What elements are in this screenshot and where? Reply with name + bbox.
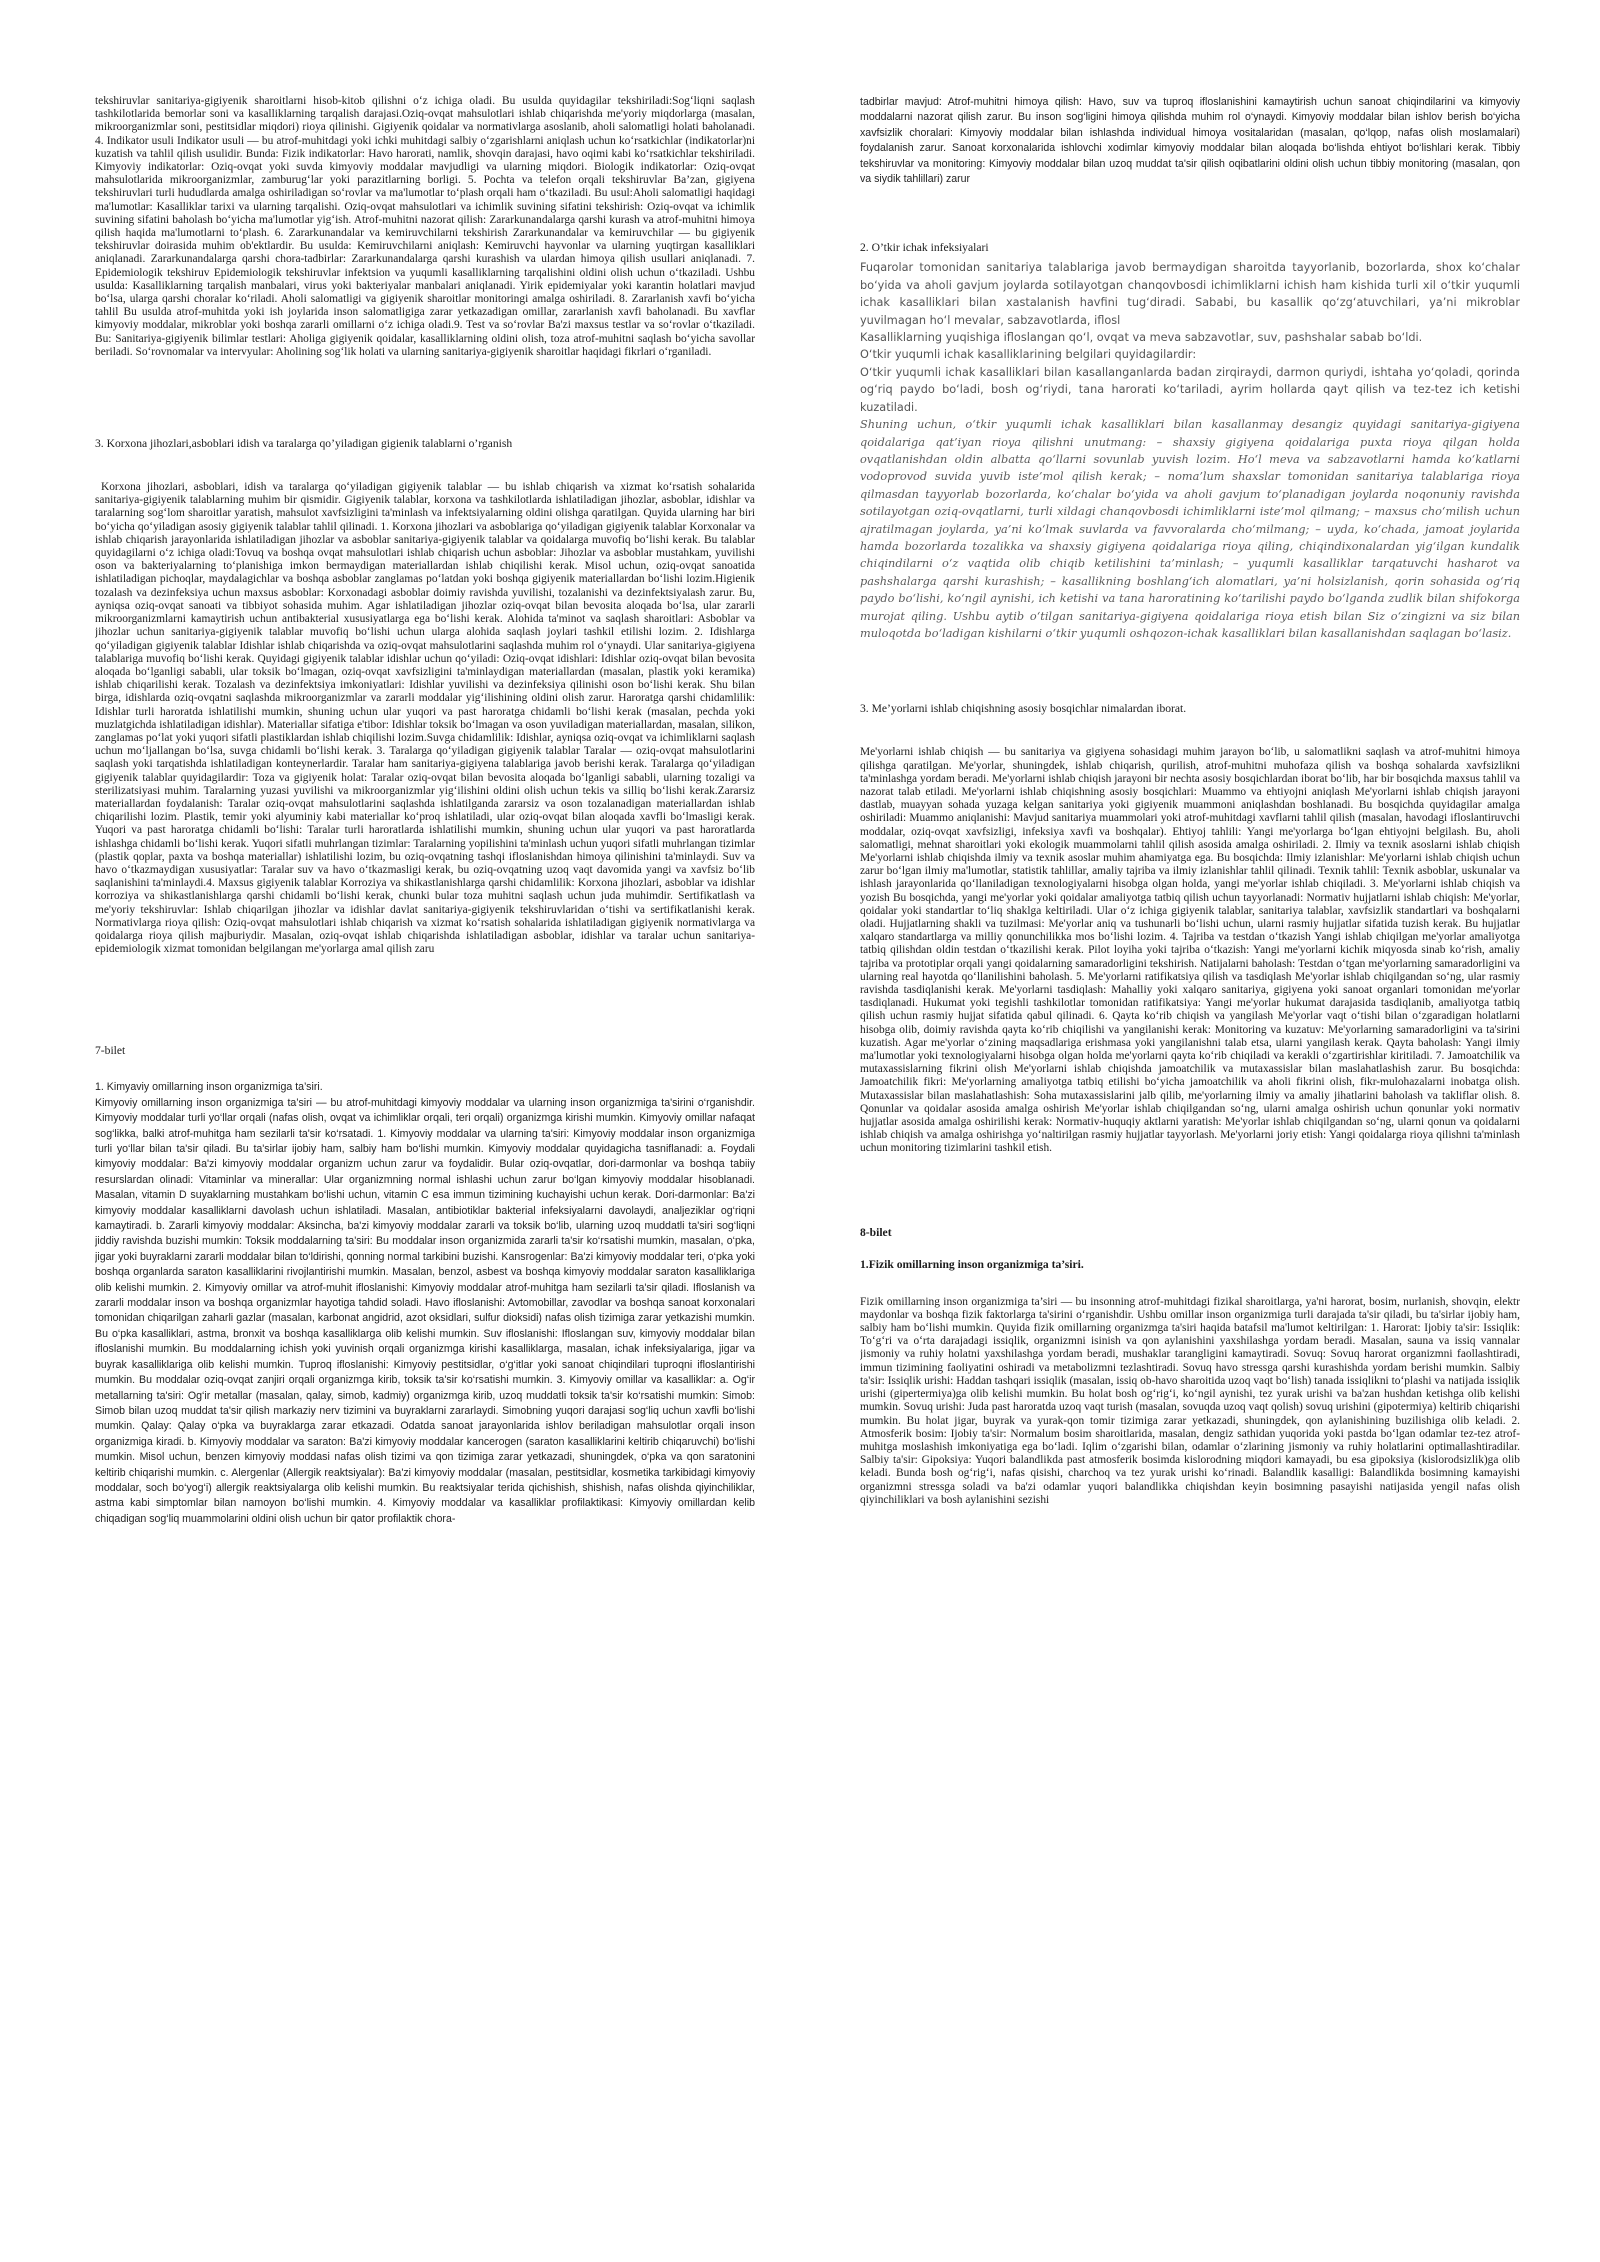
symptoms-paragraph: O‘tkir yuqumli ichak kasalliklari bilan kasallanganlarda badan zirqiraydi, darmon quriydi, ishtaha yo‘qoladi, qorinda og‘riq paydo bo‘ladi, bosh og‘riydi, tana harorati ko‘tariladi, ayrim hollarda qayt qilish va tez-tez ich ketishi kuzatiladi. [860,365,1520,414]
inspection-methods-paragraph: tekshiruvlar sanitariya-gigiyenik sharoitlarni hisob-kitob qilishni o‘z ichiga oladi. Bu usulda quyidagilar tekshiriladi:Sog‘liqni saqlash tashkilotlarida bemorlar soni va kasalliklarning tarqalish darajasi.Oziq-ovqat mahsulotlari ishlab chiqarishda me'yoriy miqdorlarga (masalan, mikroorganizmlar soni, pestitsidlar miqdori) rioya qilinishi. Gigiyenik qoidalar va normativlarga asoslanib, aholi salomatligi holati baholanadi. 4. Indikator usuli Indikator usuli — bu atrof-muhitdagi yoki ichki muhitdagi salbiy o‘zgarishlarni aniqlash uchun ko‘rsatkichlar (indikatorlar)ni kuzatish va tahlil qilish usulidir. Bunda: Fizik indikatorlar: Havo harorati, namlik, shovqin darajasi, havo oqimi kabi ko‘rsatkichlar tekshiriladi. Kimyoviy indikatorlar: Oziq-ovqat yoki suvda kimyoviy moddalar mavjudligi va ularning miqdori. Biologik indikatorlar: Oziq-ovqat mahsulotlarida mikroorganizmlar, zamburug‘lar yoki parazitlarning borligi. 5. Pochta va telefon orqali tekshiruvlar Ba’zan, gigiyena tekshiruvlari turli hududlarda amalga oshiriladigan so‘rovlar va ma'lumotlar to‘plash orqali ham o‘tkaziladi. Bu usul:Aholi salomatligi haqidagi ma'lumotlar: Kasalliklar tarixi va ularning tarqalishi. Oziq-ovqat mahsulotlari va ichimlik suvining sifatini tekshirish: Oziq-ovqat va ichimlik suvining sifatini baholash bo‘yicha ma'lumotlar yig‘ish. Atrof-muhitni nazorat qilish: Zararkunandalarga qarshi kurash va atrof-muhitni himoya qilish haqida ma'lumotlarni to‘plash. 6. Zararkunandalar va kemiruvchilarni tekshirish Zararkunandalar va kemiruvchilar — bu gigiyenik tekshiruvlar doirasida muhim ob'ektlardir. Bu usulda: Kemiruvchilarni aniqlash: Kemiruvchi hayvonlar va ularning yuqtirgan kasalliklari aniqlanadi. Zararkunandalarga qarshi chora-tadbirlar: Zararkunandalarga qarshi kurashish va ulardan himoya qilish usullari aniqlanadi. 7. Epidemiologik tekshiruv Epidemiologik tekshiruvlar infektsion va yuqumli kasalliklarning tarqalishini oldini olish uchun o‘tkaziladi. Ushbu usulda: Kasalliklarning tarqalish manbalari, virus yoki bakteriyalar manbalari aniqlanadi. Yirik epidemiyalar yoki karantin holatlari mavjud bo‘lsa, ularga qarshi choralar ko‘riladi. Aholi salomatligi va gigiyenik sharoitlar monitoringi amalga oshiriladi. 8. Zararlanish xavfi bo‘yicha tahlil Bu usulda atrof-muhitda yoki ish joylarida inson salomatligiga zarar yetkazadigan omillar, zararlanish xavfi baholanadi. Bu xavflar kimyoviy moddalar, mikroblar yoki boshqa zararli omillarni o‘z ichiga oladi.9. Test va so‘rovlar Ba'zi maxsus testlar va so‘rovlar o‘tkaziladi. Bu: Sanitariya-gigiyenik bilimlar testlari: Aholiga gigiyenik qoidalar, kasalliklarning oldini olish, toza atrof-muhitni saqlash bo‘yicha savollar beriladi. So‘rovnomalar va intervyular: Aholining sog‘lik holati va ularning sanitariya-gigiyenik sharoitlar haqidagi fikrlari o‘rganiladi. [95,95,755,358]
question-1-chemical-heading: 1. Kimyaviy omillarning inson organizmiga ta’siri. [95,1081,323,1094]
ticket-8-label: 8-bilet [860,1225,892,1239]
symptoms-intro: O‘tkir yuqumli ichak kasalliklarining belgilari quyidagilardir: [860,348,1197,362]
norm-development-paragraph: Me'yorlarni ishlab chiqish — bu sanitariya va gigiyena sohasidagi muhim jarayon bo‘lib, u salomatlikni saqlash va atrof-muhitni himoya qilishga qaratilgan. Me'yorlar, shuningdek, ishlab chiqarish, qurilish, atrof-muhitni muhofaza qilish va boshqa sohalarda xavfsizlikni ta'minlashga yordam beradi. Me'yorlarni ishlab chiqish jarayoni bir nechta asosiy bosqichlardan iborat bo‘lib, har bir bosqichda maxsus tahlil va nazorat talab etiladi. Me'yorlarni ishlab chiqishning asosiy bosqichlari: Muammo va ehtiyojni aniqlash Me'yorlarni ishlab chiqish jarayoni dastlab, muayyan sohada yuzaga kelgan sanitariya yoki gigiyenik muammoni aniqlashdan boshlanadi. Bu bosqichda quyidagilar amalga oshiriladi: Muammo aniqlanishi: Mavjud sanitariya muammolari yoki atrof-muhitdagi xavflarni tahlil qilish (masalan, havodagi ifloslantiruvchi moddalar, oziq-ovqat xavfsizligi, infeksiya xavfi va boshqalar). Ehtiyoj tahlili: Yangi me'yorlarga bo‘lgan ehtiyojni belgilash. Bu, aholi salomatligi, mehnat sharoitlari yoki ekologik muammolarni tahlil qilish asosida amalga oshiriladi. 2. Ilmiy va texnik asoslarni ishlab chiqish Me'yorlarni ishlab chiqishda ilmiy va texnik asoslar muhim ahamiyatga ega. Bu bosqichda: Ilmiy izlanishlar: Me'yorlarni ishlab chiqish uchun zarur bo‘lgan ilmiy ma'lumotlar, statistik tahlillar, amaliy tajriba va ilmiy izlanishlar tahlil qilinadi. Texnik tahlil: Texnik asboblar, uskunalar va ishlash jarayonlarida qo‘llaniladigan texnologiyalarni hisobga olgan holda, yangi me'yorlar ishlab chiqiladi. 3. Me'yorlarni ishlab chiqish va yozish Bu bosqichda, yangi me'yorlar yoki qoidalar amaliyotga tatbiq qilish uchun tayyorlanadi: Normativ hujjatlarni ishlab chiqish: Me'yorlar, qoidalar yoki standartlar to‘liq shaklga keltiriladi. Ular o‘z ichiga gigiyenik talablar, sanitariya talablar, xavfsizlik standartlari va boshqalarni oladi. Hujjatlarning shakli va tuzilmasi: Me'yorlar aniq va tushunarli bo‘lishi uchun, ularni rasmiy hujjatlar sifatida tuzish kerak. Bu hujjatlar xalqaro standartlarga va milliy qonunchilikka mos bo‘lishi lozim. 4. Tajriba va testdan o‘tkazish Yangi ishlab chiqilgan me'yorlar amaliyotga tatbiq qilishdan oldin testdan o‘tkazilishi kerak. Pilot loyiha yoki tajriba o‘tkazish: Yangi me'yorlarni kichik miqyosda sinab ko‘rish, amaliy tajriba va prototiplar orqali yangi qoidalarning samaradorligini tekshirish. Natijalarni baholash: Testdan o‘tgan me'yorlarning samaradorligini va ularning real hayotda qo‘llanilishini baholash. 5. Me'yorlarni ratifikatsiya qilish va tasdiqlash Me'yorlar ishlab chiqilgandan so‘ng, ular rasmiy ravishda tasdiqlanishi kerak. Me'yorlarni tasdiqlash: Mahalliy yoki xalqaro sanitariya, gigiyena yoki sanoat organlari tomonidan me'yorlar tasdiqlanadi. Hukumat yoki tegishli tashkilotlar tomonidan ratifikatsiya: Yangi me'yorlar hukumat darajasida tasdiqlanib, amaliyotga tatbiq qilish uchun rasmiy hujjat sifatida qabul qilinadi. 6. Qayta ko‘rib chiqish va yangilash Me'yorlar vaqt o‘tishi bilan o‘zgaradigan holatlarni hisobga olib, doimiy ravishda qayta ko‘rib chiqilishi va yangilanishi kerak: Monitoring va kuzatuv: Me'yorlarning samaradorligini va ta'sirini kuzatish. Agar me'yorlar o‘zining maqsadlariga erishmasa yoki yangilanishni talab etsa, ularni yangilash kerak. Qayta baholash: Yangi ilmiy ma'lumotlar yoki texnologiyalarni hisobga olgan holda me'yorlarni qayta ko‘rib chiqiladi va kerakli o‘zgartirishlar kiritiladi. 7. Jamoatchilik va mutaxassislarning fikrini olish Me'yorlarni ishlab chiqishda jamoatchilik va mutaxassislar bilan maslahatlashish zarur. Bu bosqichda: Jamoatchilik fikri: Me'yorlarning amaliyotga tatbiq etilishi bo‘yicha jamoatchilik va aholi fikrini olish, fikr-mulohazalarni inobatga olish. Mutaxassislar bilan maslahatlashish: Soha mutaxassislarini jalb qilib, me'yorlarning ilmiy va amaliy jihatlarini baholash va takliflar olish. 8. Qonunlar va qoidalar asosida amalga oshirish Me'yorlar ishlab chiqilgandan so‘ng, ularni amalga oshirish uchun qonunlar yoki normativ hujjatlar asosida amalga oshirilishi kerak: Normativ-huquqiy aktlarni yaratish: Me'yorlar ishlab chiqilgandan so‘ng, ularni qonun va qoidalarni ishlab chiqish va amalga oshirishga yo‘naltirilgan rasmiy hujjatlar tayyorlash. Me'yorlarni joriy etish: Yangi qoidalarga rioya qilishni ta'minlash uchun monitoring tizimlarini tashkil etish. [860,746,1520,1155]
question-3-norms-heading: 3. Me’yorlarni ishlab chiqishning asosiy bosqichlar nimalardan iborat. [860,702,1187,716]
left-column [95,95,755,2215]
question-2-intestinal-heading: 2. O’tkir ichak infeksiyalari [860,241,989,255]
chemical-factors-paragraph: Kimyoviy omillarning inson organizmiga ta’siri — bu atrof-muhitdagi kimyoviy moddalar va ularning inson organizmiga ta'sirini o‘rganishdir. Kimyoviy moddalar turli yo‘llar orqali (nafas olish, ovqat va ichimliklar orqali, teri orqali) organizmga kirishi mumkin. Kimyoviy omillar nafaqat sog‘likka, balki atrof-muhitga ham sezilarli ta'sir ko‘rsatadi. 1. Kimyoviy moddalar va ularning ta'siri: Kimyoviy moddalar inson organizmiga turli yo‘llar bilan ta'sir qiladi. Bu ta'sirlar ijobiy ham, salbiy ham bo‘lishi mumkin. Kimyoviy moddalar quyidagicha tasniflanadi: a. Foydali kimyoviy moddalar: Ba'zi kimyoviy moddalar organizm uchun zarur va foydalidir. Bular oziq-ovqatlar, dori-darmonlar va boshqa tabiiy resurslardan olinadi: Vitaminlar va minerallar: Ular organizmning normal ishlashi uchun zarur bo‘lgan kimyoviy moddalar hisoblanadi. Masalan, vitamin D suyaklarning mustahkam bo‘lishi uchun, vitamin C esa immun tizimining kuchayishi uchun kerak. Dori-darmonlar: Ba'zi kimyoviy moddalar kasalliklarni davolash uchun ishlatiladi. Masalan, antibiotiklar bakterial infeksiyalarni davolaydi, analjeziklar og‘riqni kamaytiradi. b. Zararli kimyoviy moddalar: Aksincha, ba'zi kimyoviy moddalar zararli va toksik bo‘lib, ularning uzoq muddatli ta'siri sog‘liqni jiddiy ravishda buzishi mumkin: Toksik moddalarning ta'siri: Bu moddalar inson organizmida zararli ta'sir ko‘rsatishi mumkin, masalan, o‘pka, jigar yoki buyraklarni zararli moddalar bilan to‘ldirishi, qonning normal tarkibini buzishi. Kansrogenlar: Ba'zi kimyoviy moddalar teri, o‘pka yoki boshqa organlarda saraton kasalliklarini rivojlantirishi mumkin. Masalan, benzol, asbest va boshqa kimyoviy moddalar saraton kasalliklariga olib kelishi mumkin. 2. Kimyoviy omillar va atrof-muhit ifloslanishi: Kimyoviy moddalar atrof-muhitga ham sezilarli ta'sir qiladi. Ifloslanish va zararli moddalar inson va boshqa organizmlar hayotiga tahdid soladi. Havo ifloslanishi: Avtomobillar, zavodlar va boshqa sanoat korxonalari tomonidan chiqarilgan zaharli gazlar (masalan, karbonat angidrid, azot oksidlari, sulfur dioksidi) nafas olish tizimiga zarar yetkazishi mumkin. Bu o‘pka kasalliklari, astma, bronxit va boshqa kasalliklarga olib kelishi mumkin. Suv ifloslanishi: Ifloslangan suv, kimyoviy moddalar bilan ifloslanishi mumkin. Bu moddalarning ichish yoki yuvinish orqali organizmga kirishi kasalliklarga, masalan, ichak infeksiyalariga, jigar va buyrak kasalliklariga olib kelishi mumkin. Tuproq ifloslanishi: Kimyoviy pestitsidlar, o‘g‘itlar yoki sanoat chiqindilari tuproqni ifloslantirishi mumkin. Bu moddalar oziq-ovqat zanjiri orqali organizmga kirib, toksik ta'sir ko‘rsatishi mumkin. 3. Kimyoviy omillar va kasalliklar: a. Og‘ir metallarning ta'siri: Og‘ir metallar (masalan, qalay, simob, kadmiy) organizmga kirib, uzoq muddatli toksik ta'sir ko‘rsatishi mumkin: Simob: Simob bilan uzoq muddat ta'sir qilish markaziy nerv tizimini va buyraklarni zararlaydi. Simobning yuqori darajasi sog‘liq uchun xavfli bo‘lishi mumkin. Qalay: Qalay o‘pka va buyraklarga zarar etkazadi. Odatda sanoat jarayonlarida ishlov beriladigan mahsulotlar orqali inson organizmiga kiradi. b. Kimyoviy moddalar va saraton: Ba'zi kimyoviy moddalar kancerogen (saraton kasalliklarini keltirib chiqaruvchi) bo‘lishi mumkin. Misol uchun, benzen kimyoviy moddasi nafas olish tizimi va qon tizimiga zarar yetkazadi, shuningdek, o‘pka va qon saratonini keltirib chiqarishi mumkin. c. Alergenlar (Allergik reaktsiyalar): Ba'zi kimyoviy moddalar (masalan, pestitsidlar, kosmetika tarkibidagi kimyoviy moddalar, soch bo‘yog‘i) allergik reaktsiyalarga olib kelishi mumkin. Bu reaktsiyalar terida qichishish, shishish, nafas olishda qiyinchiliklar, astma kabi simptomlar bilan namoyon bo‘lishi mumkin. 4. Kimyoviy moddalar va kasalliklar profilaktikasi: Kimyoviy omillardan kelib chiqadigan sog‘liq muammolarini oldini olish uchun bir qator profilaktik chora- [95,1096,755,1525]
physical-factors-paragraph: Fizik omillarning inson organizmiga ta’siri — bu insonning atrof-muhitdagi fizikal sharoitlarga, ya'ni harorat, bosim, nurlanish, shovqin, elektr maydonlar va boshqa fizik faktorlarga ta'sirini o‘rganishdir. Ushbu omillar inson organizmiga turli darajada ta'sir qiladi, bu ta'sirlar ijobiy ham, salbiy ham bo‘lishi mumkin. Quyida fizik omillarning organizmga ta'siri haqida batafsil ma'lumot keltirilgan: 1. Harorat: Ijobiy ta'sir: Issiqlik: To‘g‘ri va o‘rta darajadagi issiqlik, organizmni isinish va qon aylanishini yaxshilashga yordam beradi. Masalan, sauna va issiq vannalar jismoniy va ruhiy holatni yaxshilashga yordam beradi, mushaklar tarangligini kamaytiradi. Sovuq: Sovuq harorat organizmni faollashtiradi, immun tizimining faoliyatini oshiradi va metabolizmni tezlashtiradi. Sovuq havo stressga qarshi kurashishda yordam berishi mumkin. Salbiy ta'sir: Issiqlik urishi: Haddan tashqari issiqlik (masalan, issiq ob-havo sharoitida uzoq vaqt bo‘lish) tanada issiqlikni to‘plashi va natijada issiqlik urishi (gipertermiya)ga olib kelishi mumkin. Bu holat bosh og‘rig‘i, ko‘ngil aynishi, tez yurak urishi va ba'zan hushdan ketishga olib kelishi mumkin. Sovuq urishi: Juda past haroratda uzoq vaqt turish (masalan, sovuqda uzoq vaqt qolish) sovuq urishini (gipotermiya) keltirib chiqarishi mumkin. Bu holat jigar, buyrak va yurak-qon tomir tizimiga zarar yetkazadi, shuningdek, qon aylanishining buzilishiga olib keladi. 2. Atmosferik bosim: Ijobiy ta'sir: Normalum bosim sharoitlarida, masalan, dengiz sathidan yuqorida yoki pastda bo‘lgan odamlar tez-tez atrof-muhitga moslashish imkoniyatiga ega bo‘ladi. Iqlim o‘zgarishi bilan, odamlar o‘zlarining jismoniy va ruhiy holatlarini optimallashtiradilar. Salbiy ta'sir: Gipoksiya: Yuqori balandlikda past atmosferik bosimda kislorodning miqdori kamayadi, bu esa gipoksiya (kislorodsizlik)ga olib keladi. Bunda bosh og‘rig‘i, nafas qisishi, charchoq va tez yurak urishi ko‘rinadi. Balandlik kasalligi: Balandlikda bosimning kamayishi organizmni stressga soladi va ba'zi odamlar yuqori balandlikka chiqishdan keyin bosimning pasayishi natijasida yengil nafas olish qiyinchiliklari va bosh aylanishini sezishi [860,1295,1520,1506]
hygiene-rules-paragraph: Shuning uchun, o‘tkir yuqumli ichak kasalliklari bilan kasallanmay desangiz quyidagi sanitariya-gigiyena qoidalariga qat’iyan rioya qilishni unutmang: – shaxsiy gigiyena qoidalariga puxta rioya qilgan holda ovqatlanishdan oldin albatta qo‘llarni sovunlab yuvish lozim. Ho‘l meva va sabzavotlarni hamda ko‘katlarni vodoprovod suvida yuvib iste’mol qilish kerak; – noma’lum shaxslar tomonidan sanitariya talablariga rioya qilmasdan tayyorlab bozorlarda, ko‘chalar bo‘yida va aholi gavjum to‘planadigan joylarda noqonuniy ravishda sotilayotgan oziq-ovqatlarni, turli xildagi chanqovbosdi ichimliklarni iste’mol qilmang; – maxsus cho‘milish uchun ajratilmagan joylarda, ya’ni ko‘lmak suvlarda va favvoralarda cho‘milmang; – uyda, ko‘chada, jamoat joylarida hamda bozorlarda tozalikka va shaxsiy gigiyena qoidalariga rioya qiling, chiqindixonalardan yig‘ilgan kundalik chiqindilarni o‘z vaqtida olib chiqib ketilishini ta’minlash; – yuqumli kasalliklar tarqatuvchi hasharot va pashshalarga qarshi kurashish; – kasallikning boshlang‘ich alomatlari, ya’ni holsizlanish, qorin sohasida og‘riq paydo bo‘lishi, ko‘ngil aynishi, ich ketishi va tana haroratining ko‘tarilishi paydo bo‘lganda zudlik bilan shifokorga murojat qiling. Ushbu aytib o‘tilgan sanitariya-gigiyena qoidalariga rioya etish bilan Siz o‘zingizni va siz bilan muloqotda bo‘ladigan kishilarni o‘tkir yuqumli oshqozon-ichak kasalliklari bilan kasallanishdan saqlagan bo‘lasiz. [860,418,1520,640]
equipment-requirements-paragraph: Korxona jihozlari, asboblari, idish va taralarga qo‘yiladigan gigiyenik talablar — bu ishlab chiqarish va xizmat ko‘rsatish sohalarida sanitariya-gigiyenik talablarning muhim bir qismidir. Gigiyenik talablar, korxona va tashkilotlarda ishlatiladigan jihozlar, asboblar, idishlar va taralarning sog‘lom sharoitlar yaratish, mahsulot xavfsizligini ta'minlash va infektsiyalarning oldini olishga qaratilgan. Quyida ularning har biri bo‘yicha qo‘yiladigan asosiy gigiyenik talablar tahlil qilinadi. 1. Korxona jihozlari va asboblariga qo‘yiladigan gigiyenik talablar Korxonalar va ishlab chiqarish jarayonlarida ishlatiladigan jihozlar va asboblar sanitariya-gigiyenik talablar va qoidalarga muvofiq bo‘lishi kerak. Bu talablar quyidagilarni o‘z ichiga oladi:Tovuq va boshqa ovqat mahsulotlari ishlab chiqarish uchun asboblar: Jihozlar va asboblar mustahkam, yuvilishi oson va bakteriyalarning to‘planishiga imkon bermaydigan materiallardan ishlab chiqilishi kerak. Misol uchun, oziq-ovqat sanoatida ishlatiladigan pichoqlar, maydalagichlar va boshqa asboblar zanglamas po‘latdan yoki boshqa gigiyenik materiallardan bo‘lishi lozim.Higienik tozalash va dezinfeksiya uchun maxsus asboblar: Korxonadagi asboblar doimiy ravishda yuvilishi, tozalanishi va dezinfektsiyalash zarur. Bu, ayniqsa oziq-ovqat sanoati va tibbiyot sohasida muhim. Agar ishlatiladigan jihozlar oziq-ovqat bilan bevosita aloqada bo‘lsa, ular zararli mikroorganizmlarni kamaytirish uchun antibakterial xususiyatlarga ega bo‘lishi kerak. Alohida ta'minot va saqlash sharoitlari: Asboblar va jihozlar uchun sanitariya-gigiyenik talablar muvofiq bo‘lishi uchun ularga alohida saqlash joylari tashkil etilishi lozim. 2. Idishlarga qo‘yiladigan gigiyenik talablar Idishlar ishlab chiqarishda va oziq-ovqat mahsulotlarini saqlashda muhim rol o‘ynaydi. Ular sanitariya-gigiyena talablariga muvofiq bo‘lishi kerak. Quyidagi gigiyenik talablar idishlar uchun qo‘yiladi: Oziq-ovqat idishlari: Idishlar oziq-ovqat bilan bevosita aloqada bo‘lganligi sababli, ular toksik bo‘lmagan, oziq-ovqat xavfsizligini ta'minlaydigan materiallardan (masalan, plastik yoki keramika) ishlab chiqarilishi kerak. Tozalash va dezinfektsiya imkoniyatlari: Idishlar yuvilishi va dezinfeksiya qilinishi oson bo‘lishi kerak. Shu bilan birga, idishlarda oziq-ovqatni saqlashda mikroorganizmlar va zararli moddalar yig‘ilishining oldini olish zarur. Haroratga qarshi chidamlilik: Idishlar turli haroratda ishlatilishi mumkin, shuning uchun ular yuqori va past haroratga chidamli bo‘lishi kerak (masalan, pechda yoki muzlatgichda ishlatiladigan idishlar). Materiallar sifatiga e'tibor: Idishlar toksik bo‘lmagan va oson yuviladigan materiallardan, masalan, silikon, zanglamas po‘lat yoki yuqori sifatli plastiklardan ishlab chiqilishi lozim.Suvga chidamlilik: Idishlar, ayniqsa oziq-ovqat va ichimliklarni saqlash uchun mo‘ljallangan bo‘lsa, suvga chidamli bo‘lishi kerak. 3. Taralarga qo‘yiladigan gigiyenik talablar Taralar — oziq-ovqat mahsulotlarini saqlash yoki tarqatishda ishlatiladigan konteynerlardir. Taralar ham sanitariya-gigiyena talablariga javob berishi kerak. Taralarga qo‘yiladigan gigiyenik talablar quyidagilardir: Toza va gigiyenik holat: Taralar oziq-ovqat bilan bevosita aloqada bo‘lganligi sababli, ularning tozaligi va sterilizatsiyasi muhim. Taralarning yuzasi yuvilishi va mikroorganizmlar yig‘ilishini oldini olish uchun tekis va silliq bo‘lishi kerak.Zararsiz materiallardan foydalanish: Taralar oziq-ovqat mahsulotlarini saqlashda ishlatilganda zararsiz va oson tozalanadigan materiallardan ishlab chiqarilishi lozim. Plastik, temir yoki alyuminiy kabi materiallar ko‘proq ishlatiladi, ular oziq-ovqat bilan aloqada xavfli bo‘lmasligi kerak. Yuqori va past haroratga chidamli bo‘lishi: Taralar turli haroratlarda ishlatilishi mumkin, shuning uchun ular yuqori va past haroratlarda ishlashga chidamli bo‘lishi kerak. Yuqori sifatli muhrlangan tizimlar: Taralarning yopilishini ta'minlash uchun yuqori sifatli muhrlangan tizimlar (plastik qoplar, paxta va boshqa materiallar) ishlatilishi lozim, bu oziq-ovqatning tashqi ifloslanishdan himoya qilinishini ta'minlaydi. Suv va havo o‘tkazmaydigan xususiyatlar: Taralar suv va havo o‘tkazmasligi kerak, bu oziq-ovqatning uzoq vaqt davomida yangi va xavfsiz bo‘lib saqlanishini ta'minlaydi.4. Maxsus gigiyenik talablar Korroziya va shikastlanishlarga qarshi chidamlilik: Korxona jihozlari, asboblar va idishlar korroziya va shikastlanishlarga qarshi chidamli bo‘lishi kerak, chunki bular toza muhitni saqlash uchun juda muhimdir. Sertifikatlash va me'yoriy tekshiruvlar: Ishlab chiqarilgan jihozlar va idishlar davlat sanitariya-gigiyenik tekshiruvlaridan o‘tishi va sertifikatlanishi kerak. Normativlarga rioya qilish: Oziq-ovqat mahsulotlari ishlab chiqarish va xizmat ko‘rsatish sohalarida ishlatiladigan gigiyenik normativlarga va qoidalarga rioya qilish majburiydir. Masalan, oziq-ovqat ishlab chiqarishda ishlatiladigan asboblar, idishlar va taralar uchun sanitariya-epidemiologik xizmat tomonidan belgilangan me'yorlarga amal qilish zaru [95,481,755,956]
intestinal-infections-intro: Fuqarolar tomonidan sanitariya talablariga javob bermaydigan sharoitda tayyorlanib, bozorlarda, shox ko‘chalar bo‘yida va aholi gavjum joylarda sotilayotgan chanqovbosdi ichimliklarni ichish ham kishida turli xil o‘tkir yuqumli ichak kasalliklari bilan xastalanish havfini tug‘diradi. Sababi, bu kasallik qo‘zg‘atuvchilari, ya’ni mikroblar yuvilmagan ho‘l mevalar, sabzavotlarda, iflosl [860,261,1520,327]
preventive-measures-paragraph: tadbirlar mavjud: Atrof-muhitni himoya qilish: Havo, suv va tuproq ifloslanishini kamaytirish uchun sanoat chiqindilarini va kimyoviy moddalarni nazorat qilish zarur. Bu inson sog‘ligini himoya qilishda muhim rol o‘ynaydi. Kimyoviy moddalar bilan ishlov berish bo‘yicha xavfsizlik choralari: Kimyoviy moddalar bilan ishlashda individual himoya vositalaridan (masalan, qo‘lqop, nafas olish moslamalari) foydalanish zarur. Sanoat korxonalarida ishlovchi xodimlar kimyoviy moddalar bilan aloqada bo‘lishda ehtiyot bo‘lishlari kerak. Tibbiy tekshiruvlar va monitoring: Kimyoviy moddalar bilan uzoq muddat ta'sir qilish oqibatlarini oldini olish uchun tibbiy monitoring (masalan, qon va siydik tahlillari) zarur [860,96,1520,186]
right-column [860,95,1520,2215]
question-1-physical-heading: 1.Fizik omillarning inson organizmiga ta’siri. [860,1257,1084,1271]
question-3-heading: 3. Korxona jihozlari,asboblari idish va taralarga qo’yiladigan gigienik talablarni o’rganish [95,437,513,451]
ticket-7-label: 7-bilet [95,1044,126,1058]
transmission-paragraph: Kasalliklarning yuqishiga ifloslangan qo‘l, ovqat va meva sabzavotlar, suv, pashshalar sabab bo‘ldi. [860,331,1423,345]
